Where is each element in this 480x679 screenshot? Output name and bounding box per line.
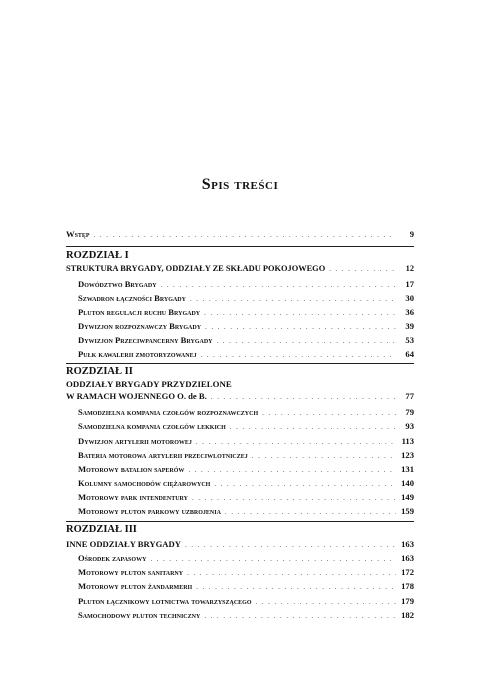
toc-entry-label: Kolumny samochodów ciężarowych — [78, 478, 211, 488]
toc-entry[interactable] — [78, 610, 414, 621]
chapter-title-entry[interactable] — [66, 264, 414, 274]
toc-entry-label: Samochodowy pluton techniczny — [78, 610, 201, 620]
leader-dots — [185, 540, 396, 550]
toc-entry-label: Motorowy pluton sanitarny — [78, 567, 184, 577]
toc-entry-page: 30 — [405, 293, 414, 303]
toc-entry-page: 140 — [401, 478, 414, 488]
leader-dots — [252, 451, 396, 461]
toc-entry-page: 77 — [405, 391, 414, 401]
leader-dots — [214, 479, 396, 489]
toc-entry-page: 39 — [405, 321, 414, 331]
leader-dots — [230, 422, 396, 432]
leader-dots — [190, 294, 396, 304]
chapter-divider — [66, 246, 414, 247]
toc-entry-label: Szwadron łączności Brygady — [78, 293, 186, 303]
toc-entry[interactable] — [78, 293, 414, 304]
leader-dots — [225, 507, 396, 517]
toc-entry-page: 17 — [405, 279, 414, 289]
leader-dots — [188, 465, 396, 475]
toc-entry-label: Dywizjon artylerii motorowej — [78, 436, 192, 446]
leader-dots — [187, 568, 396, 578]
toc-entry-page: 79 — [405, 407, 414, 417]
toc-entry-label: Ośrodek zapasowy — [78, 553, 147, 563]
chapter-heading: ROZDZIAŁ I — [66, 250, 129, 261]
leader-dots — [192, 493, 396, 503]
leader-dots — [201, 350, 396, 360]
leader-dots — [161, 280, 396, 290]
toc-entry[interactable] — [78, 553, 414, 564]
toc-entry-label: Pluton łącznikowy lotnictwa towarzyszącego — [78, 596, 252, 606]
toc-entry-page: 172 — [401, 567, 414, 577]
toc-entry-page: 163 — [401, 553, 414, 563]
toc-entry-page: 178 — [401, 581, 414, 591]
toc-entry-page: 159 — [401, 506, 414, 516]
leader-dots — [262, 408, 396, 418]
chapter-divider — [66, 363, 414, 364]
toc-entry[interactable] — [78, 478, 414, 489]
toc-entry-page: 12 — [405, 264, 414, 273]
toc-entry[interactable] — [78, 596, 414, 607]
leader-dots — [204, 308, 396, 318]
toc-entry[interactable] — [78, 349, 414, 360]
toc-entry[interactable] — [78, 407, 414, 418]
toc-entry[interactable] — [78, 421, 414, 432]
toc-entry[interactable] — [78, 506, 414, 517]
toc-entry-label: Dywizjon Przeciwpancerny Brygady — [78, 335, 213, 345]
chapter-title: INNE ODDZIAŁY BRYGADY — [66, 539, 181, 549]
leader-dots — [211, 392, 396, 402]
toc-entry[interactable] — [78, 335, 414, 346]
leader-dots — [205, 322, 396, 332]
toc-entry[interactable] — [78, 464, 414, 475]
chapter-heading: ROZDZIAŁ III — [66, 524, 137, 535]
toc-entry[interactable] — [78, 450, 414, 461]
toc-entry-label: Motorowy pluton żandarmerii — [78, 581, 193, 591]
toc-entry[interactable] — [78, 492, 414, 503]
toc-entry[interactable] — [78, 581, 414, 592]
leader-dots — [217, 336, 397, 346]
toc-entry-label: Pluton regulacji ruchu Brygady — [78, 307, 201, 317]
toc-entry-label: Dywizjon rozpoznawczy Brygady — [78, 321, 202, 331]
chapter-title: STRUKTURA BRYGADY, ODDZIAŁY ZE SKŁADU POKOJOWEGO — [66, 264, 326, 273]
leader-dots — [256, 597, 396, 607]
toc-entry-page: 179 — [401, 596, 414, 606]
toc-entry[interactable] — [78, 567, 414, 578]
chapter-heading: ROZDZIAŁ II — [66, 366, 133, 377]
toc-entry-page: 163 — [401, 539, 414, 549]
chapter-title-entry[interactable] — [66, 539, 414, 550]
chapter-divider — [66, 521, 414, 522]
toc-entry[interactable] — [78, 307, 414, 318]
toc-entry-label: Motorowy batalion saperów — [78, 464, 185, 474]
toc-entry-page: 93 — [405, 421, 414, 431]
page-title: Spis treści — [201, 176, 279, 193]
toc-entry-label: Motorowy pluton parkowy uzbrojenia — [78, 506, 221, 516]
toc-entry-page: 9 — [409, 229, 414, 239]
toc-entry-label: Bateria motorowa artylerii przeciwlotniczej — [78, 450, 248, 460]
toc-entry-intro[interactable] — [66, 229, 414, 240]
leader-dots — [94, 230, 396, 240]
leader-dots — [196, 582, 396, 592]
leader-dots — [329, 264, 396, 274]
toc-entry[interactable] — [78, 279, 414, 290]
chapter-title-entry[interactable] — [66, 391, 414, 402]
toc-entry-label: Dowództwo Brygady — [78, 279, 157, 289]
toc-entry-page: 182 — [401, 610, 414, 620]
toc-entry-page: 36 — [405, 307, 414, 317]
toc-entry-page: 113 — [401, 436, 414, 446]
chapter-title: W RAMACH WOJENNEGO O. de B. — [66, 391, 207, 401]
leader-dots — [196, 437, 396, 447]
toc-entry-label: Wstęp — [66, 229, 90, 239]
toc-entry-page: 149 — [401, 492, 414, 502]
toc-entry-page: 53 — [405, 335, 414, 345]
toc-entry-page: 64 — [405, 349, 414, 359]
toc-entry-label: Pułk kawalerii zmotoryzowanej — [78, 349, 197, 359]
toc-entry-label: Samodzielna kompania czołgów lekkich — [78, 421, 226, 431]
toc-entry[interactable] — [78, 321, 414, 332]
leader-dots — [204, 611, 396, 621]
toc-entry[interactable] — [78, 436, 414, 447]
toc-entry-label: Motorowy park intendentury — [78, 492, 188, 502]
toc-entry-label: Samodzielna kompania czołgów rozpoznawczych — [78, 407, 259, 417]
chapter-title: ODDZIAŁY BRYGADY PRZYDZIELONE — [66, 379, 232, 389]
toc-entry-page: 123 — [401, 450, 414, 460]
leader-dots — [150, 554, 396, 564]
toc-entry-page: 131 — [401, 464, 414, 474]
